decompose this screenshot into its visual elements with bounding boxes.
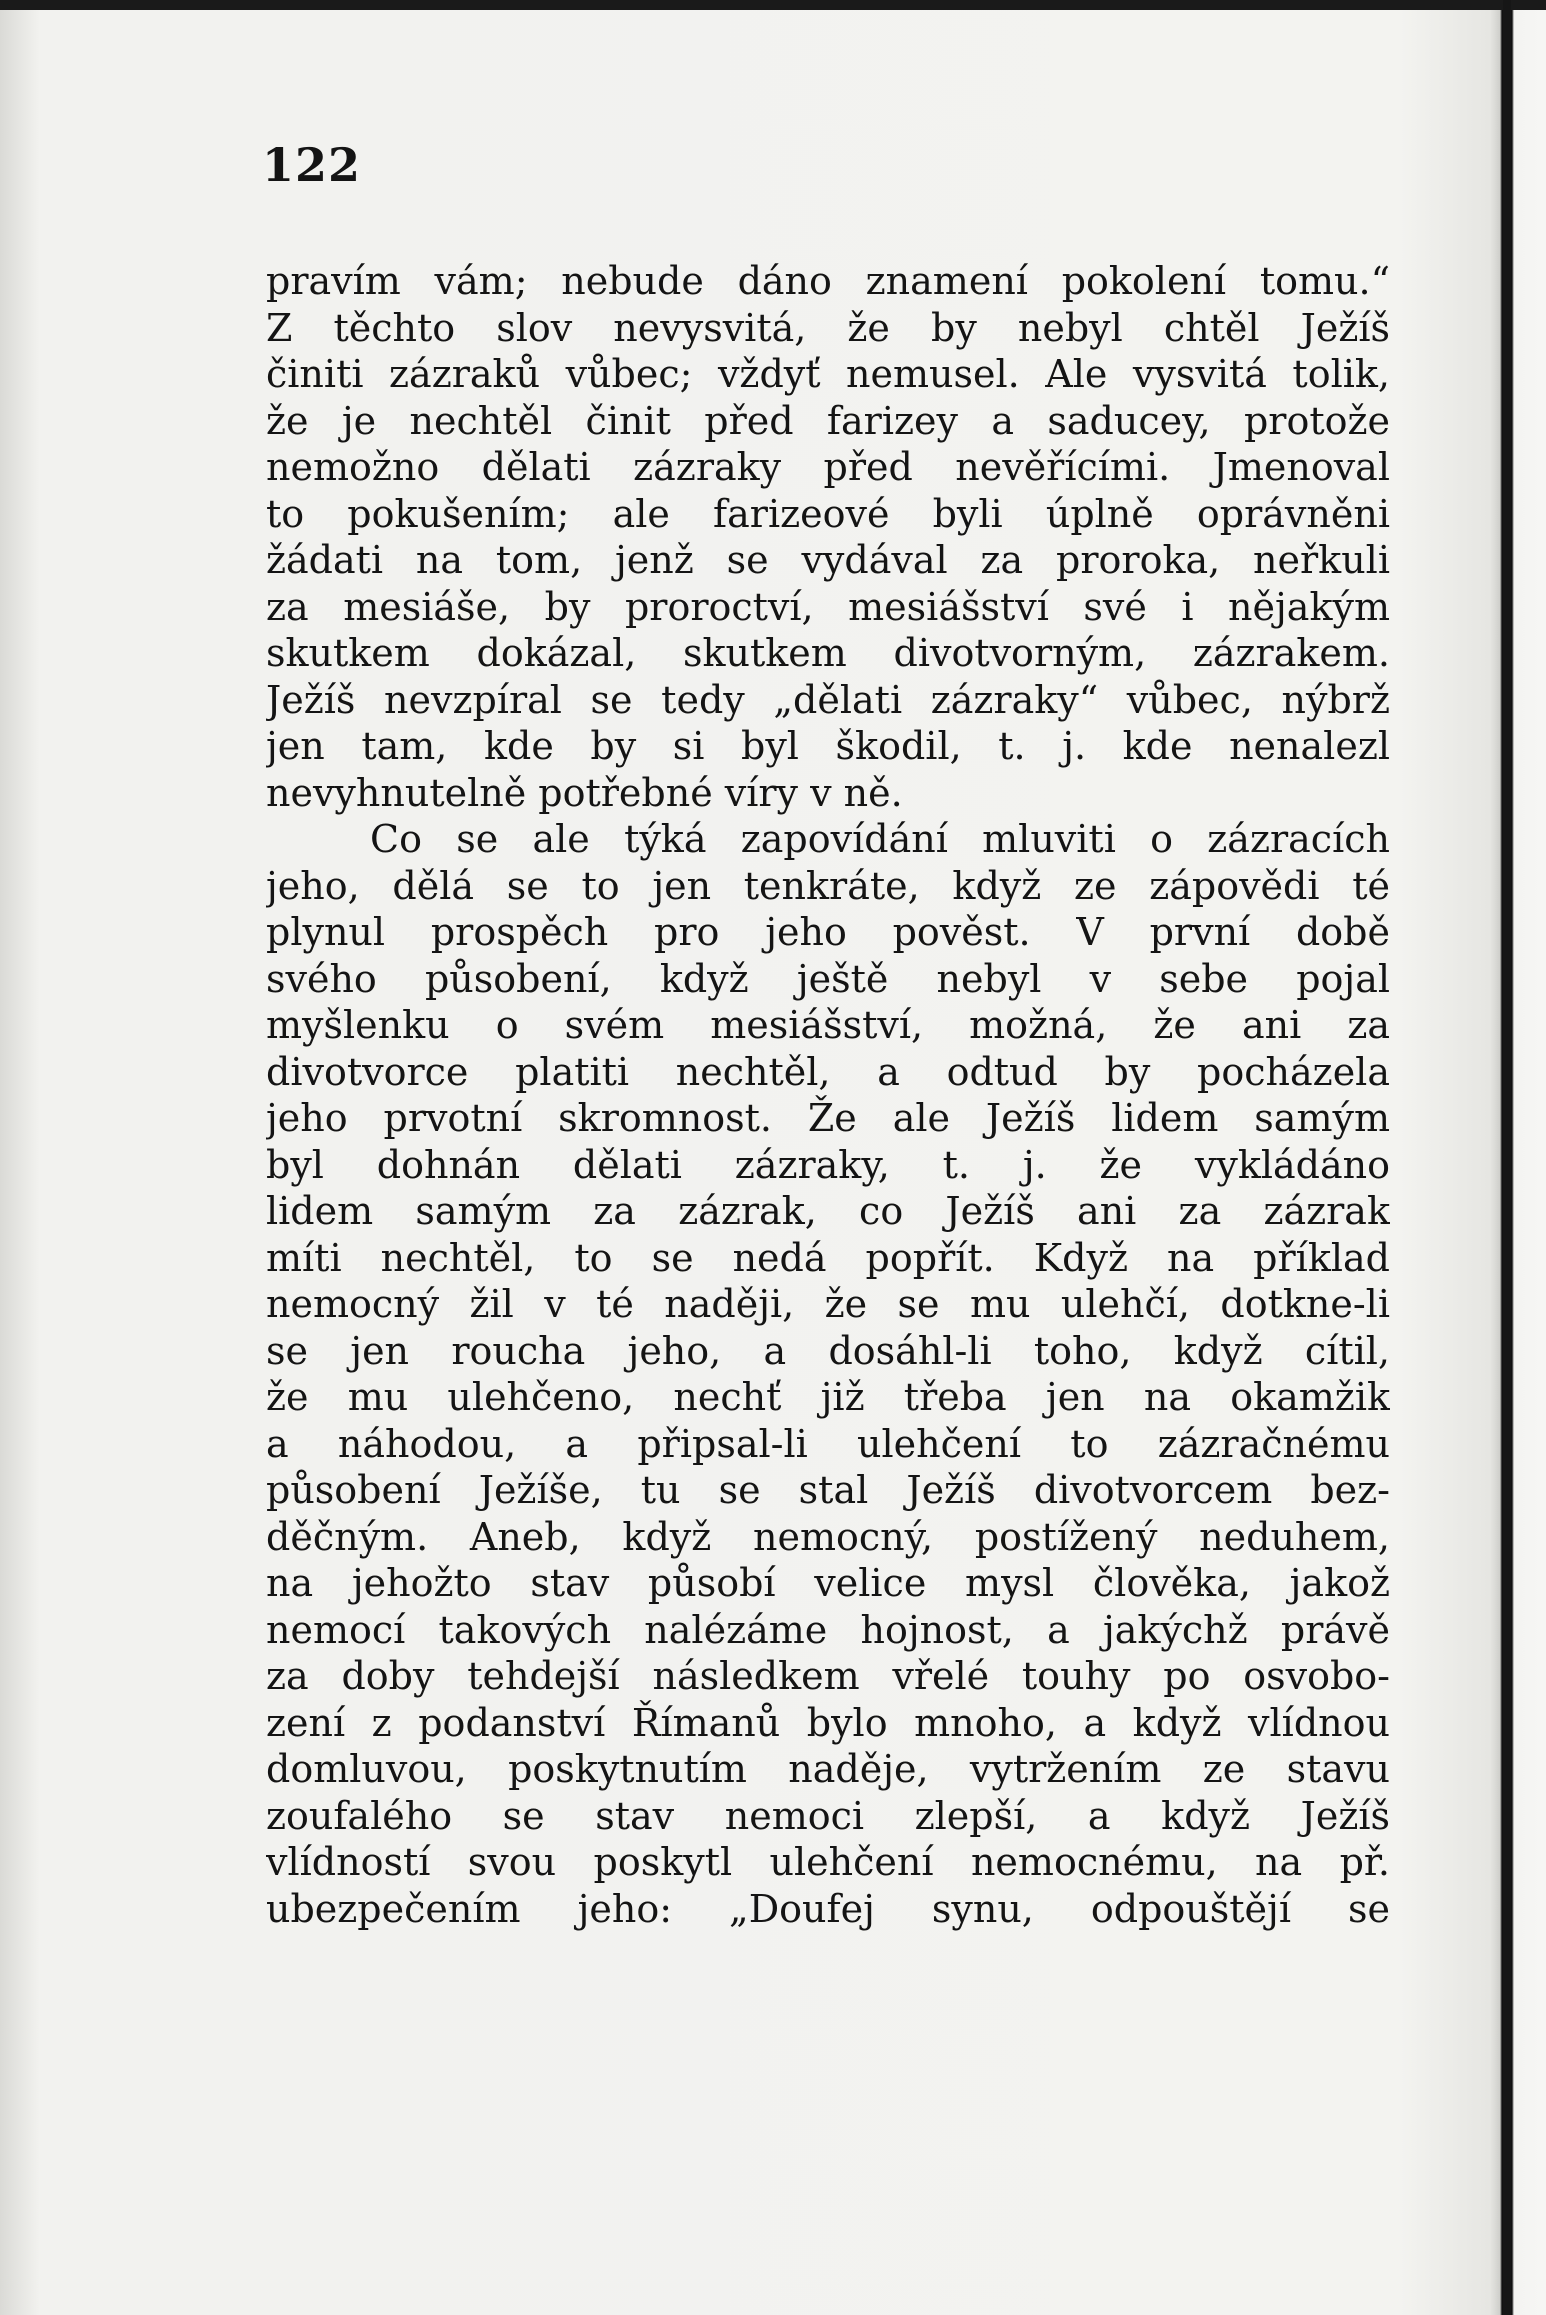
text-line: že mu ulehčeno, nechť již třeba jen na okamžik bbox=[266, 1375, 1390, 1419]
text-line: žádati na tom, jenž se vydával za proroka, neřkuli bbox=[266, 538, 1390, 582]
text-line: plynul prospěch pro jeho pověst. V první době bbox=[266, 910, 1390, 954]
text-line: nevyhnutelně potřebné víry v ně. bbox=[266, 770, 903, 815]
text-line: jeho prvotní skromnost. Že ale Ježíš lidem samým bbox=[266, 1096, 1390, 1140]
text-line: to pokušením; ale farizeové byli úplně oprávněni bbox=[266, 491, 1390, 536]
text-line: pravím vám; nebude dáno znamení pokolení tomu.“ bbox=[266, 259, 1390, 303]
text-line: zoufalého se stav nemoci zlepší, a když Ježíš bbox=[266, 1793, 1390, 1838]
text-line: jen tam, kde by si byl škodil, t. j. kde nenalezl bbox=[266, 724, 1390, 768]
text-line: domluvou, poskytnutím naděje, vytržením ze stavu bbox=[266, 1747, 1390, 1791]
text-line: za doby tehdejší následkem vřelé touhy po osvobo- bbox=[266, 1654, 1390, 1698]
text-line: zení z podanství Římanů bylo mnoho, a když vlídnou bbox=[266, 1700, 1390, 1745]
text-line: Ježíš nevzpíral se tedy „dělati zázraky“ vůbec, nýbrž bbox=[266, 677, 1390, 722]
text-line: divotvorce platiti nechtěl, a odtud by pocházela bbox=[266, 1049, 1390, 1094]
text-line: jeho, dělá se to jen tenkráte, když ze zápovědi té bbox=[266, 863, 1390, 908]
text-line: nemocný žil v té naději, že se mu ulehčí, dotkne-li bbox=[266, 1282, 1390, 1326]
text-line: míti nechtěl, to se nedá popřít. Když na příklad bbox=[266, 1235, 1390, 1280]
body-text bbox=[266, 258, 1390, 1932]
text-line: na jehožto stav působí velice mysl člověka, jakož bbox=[266, 1561, 1390, 1605]
text-line: svého působení, když ještě nebyl v sebe pojal bbox=[266, 956, 1390, 1001]
text-line: myšlenku o svém mesiášství, možná, že ani za bbox=[266, 1003, 1390, 1047]
text-line: Z těchto slov nevysvitá, že by nebyl chtěl Ježíš bbox=[266, 305, 1390, 350]
text-line: nemožno dělati zázraky před nevěřícími. Jmenoval bbox=[266, 445, 1390, 489]
text-line: skutkem dokázal, skutkem divotvorným, zázrakem. bbox=[266, 631, 1390, 675]
top-scan-edge bbox=[0, 0, 1546, 10]
text-line: že je nechtěl činit před farizey a saducey, protože bbox=[266, 398, 1390, 443]
right-scan-edge bbox=[1503, 0, 1511, 2315]
text-line: vlídností svou poskytl ulehčení nemocnému, na př. bbox=[266, 1840, 1390, 1884]
text-line: působení Ježíše, tu se stal Ježíš divotvorcem bez- bbox=[266, 1468, 1390, 1512]
text-line: ubezpečením jeho: „Doufej synu, odpouštějí se bbox=[266, 1886, 1390, 1931]
text-line: byl dohnán dělati zázraky, t. j. že vykládáno bbox=[266, 1142, 1390, 1187]
text-line: Co se ale týká zapovídání mluviti o zázracích bbox=[370, 817, 1390, 861]
text-line: se jen roucha jeho, a dosáhl-li toho, když cítil, bbox=[266, 1328, 1390, 1373]
text-line: lidem samým za zázrak, co Ježíš ani za zázrak bbox=[266, 1189, 1390, 1233]
text-line: děčným. Aneb, když nemocný, postížený neduhem, bbox=[266, 1514, 1390, 1559]
text-line: a náhodou, a připsal-li ulehčení to zázračnému bbox=[266, 1421, 1390, 1466]
text-line: nemocí takových nalézáme hojnost, a jakýchž právě bbox=[266, 1607, 1390, 1652]
text-line: za mesiáše, by proroctví, mesiášství své i nějakým bbox=[266, 584, 1390, 629]
page-number: 122 bbox=[262, 138, 362, 192]
text-line: činiti zázraků vůbec; vždyť nemusel. Ale vysvitá tolik, bbox=[266, 352, 1390, 396]
